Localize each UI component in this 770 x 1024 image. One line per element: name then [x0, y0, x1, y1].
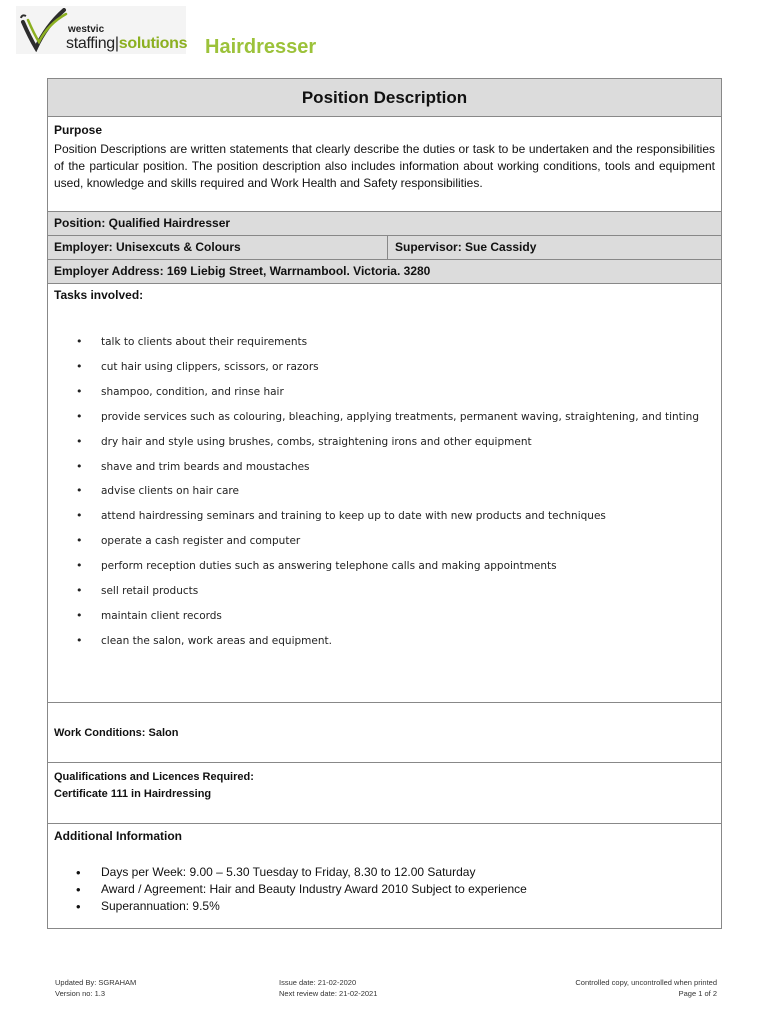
tasks-section: [48, 284, 721, 702]
qualifications-section: [48, 762, 721, 823]
list-item: • Superannuation: 9.5%: [76, 898, 527, 915]
list-item: • cut hair using clippers, scissors, or razors: [76, 355, 701, 380]
purpose-section: [48, 117, 721, 211]
footer-control: [575, 977, 717, 999]
purpose-text: Position Descriptions are written statements that clearly describe the duties or task to be undertaken and the responsibilities of the particular position. The position description also includes information about working conditions, tools and equipment used, knowledge and skills required and Work Health and Safety responsibilities.: [54, 142, 715, 190]
qualifications-heading: Qualifications and Licences Required:: [54, 771, 254, 783]
doc-title: Hairdresser: [205, 36, 317, 58]
list-item: • maintain client records: [76, 604, 701, 629]
tasks-list: [76, 330, 701, 654]
company-logo: [16, 6, 186, 54]
list-item: • clean the salon, work areas and equipment.: [76, 629, 701, 654]
position-row: Position: Qualified Hairdresser: [48, 211, 721, 235]
list-item: • Award / Agreement: Hair and Beauty Industry Award 2010 Subject to experience: [76, 881, 527, 898]
list-item: • Days per Week: 9.00 – 5.30 Tuesday to Friday, 8.30 to 12.00 Saturday: [76, 864, 527, 881]
list-item: • attend hairdressing seminars and training to keep up to date with new products and techniques: [76, 504, 701, 529]
brand-accent-text: solutions: [118, 35, 188, 52]
address-row: Employer Address: 169 Liebig Street, Warrnambool. Victoria. 3280: [48, 259, 721, 284]
additional-heading: Additional Information: [54, 829, 182, 843]
footer-controlled: Controlled copy, uncontrolled when printed: [575, 978, 717, 987]
list-item: • dry hair and style using brushes, combs, straightening irons and other equipment: [76, 430, 701, 455]
footer-updated-by: Updated By: SGRAHAM: [55, 978, 137, 987]
list-item: • talk to clients about their requirements: [76, 330, 701, 355]
footer-dates: [279, 977, 377, 999]
list-item: • shave and trim beards and moustaches: [76, 455, 701, 480]
list-item: • shampoo, condition, and rinse hair: [76, 380, 701, 405]
page-title: Position Description: [48, 79, 721, 117]
list-item: • advise clients on hair care: [76, 479, 701, 504]
list-item: • sell retail products: [76, 579, 701, 604]
list-item: • operate a cash register and computer: [76, 529, 701, 554]
footer-updated: [55, 977, 136, 999]
purpose-heading: Purpose: [54, 123, 103, 137]
footer-version: Version no: 1.3: [55, 989, 106, 998]
additional-info-section: [48, 823, 721, 928]
checkmark-logo-icon: [20, 8, 70, 52]
supervisor-value: Supervisor: Sue Cassidy: [387, 236, 721, 259]
list-item: • perform reception duties such as answering telephone calls and making appointments: [76, 554, 701, 579]
footer-page-number: Page 1 of 2: [678, 989, 717, 998]
brand-main-text: staffing|solutions: [66, 35, 188, 52]
footer-next-review: Next review date: 21-02-2021: [279, 989, 378, 998]
employer-row: [48, 235, 721, 259]
footer-issue-date: Issue date: 21-02-2020: [279, 978, 357, 987]
qualifications-value: Certificate 111 in Hairdressing: [54, 788, 212, 800]
tasks-heading: Tasks involved:: [54, 288, 144, 302]
employer-value: Employer: Unisexcuts & Colours: [54, 240, 241, 254]
additional-list: [76, 864, 527, 915]
list-item: • provide services such as colouring, bleaching, applying treatments, permanent waving, straightening, and tinting: [76, 405, 701, 430]
position-description-form: [47, 78, 722, 929]
brand-top-text: westvic: [68, 24, 105, 35]
work-conditions: Work Conditions: Salon: [48, 702, 721, 762]
